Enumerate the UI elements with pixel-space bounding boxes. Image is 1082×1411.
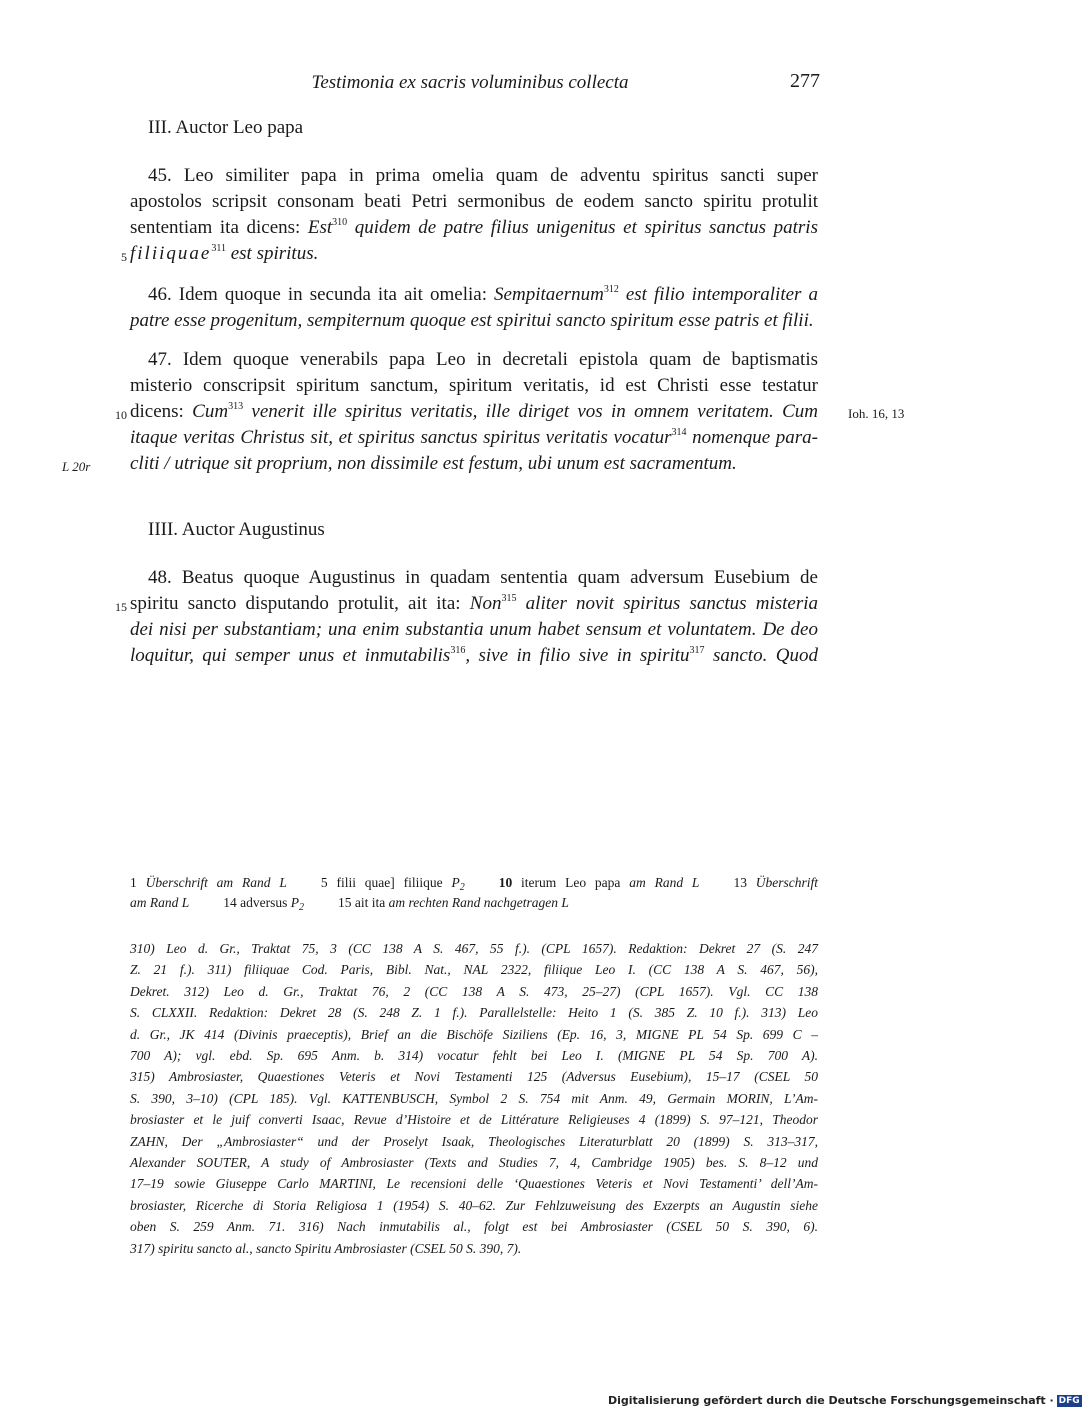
- footnote-ref: 316: [450, 645, 466, 656]
- line-number: 10: [115, 408, 127, 422]
- footnote-ref: 313: [228, 401, 244, 412]
- margin-reference: Ioh. 16, 13: [848, 406, 905, 421]
- text-line: filiiquae$^{311}$ est spiritus.: [130, 243, 319, 264]
- note-line: 315) Ambrosiaster, Quaestiones Veteris et Novi Testamenti 125 (Adversus Eusebium), 15–17 (CSEL 50: [130, 1069, 818, 1084]
- note-line: oben S. 259 Anm. 71. 316) Nach inmutabilis al., folgt est bei Ambrosiaster (CSEL 50 S. 390, 6).: [130, 1219, 818, 1234]
- text-line: 48. Beatus quoque Augustinus in quadam sententia quam adversum Eusebium de: [148, 567, 818, 588]
- note-line: 700 A); vgl. ebd. Sp. 695 Anm. b. 314) vocatur fehlt bei Leo I. (MIGNE PL 54 Sp. 700 A).: [130, 1048, 818, 1063]
- text-line: 46. Idem quoque in secunda ita ait omelia: Sempitaernum$^{312}$ est filio intemporaliter a: [148, 284, 818, 305]
- line-number: 5: [121, 250, 127, 264]
- footnote-ref: 315: [501, 593, 517, 604]
- text-line: misterio conscripsit spiritum sanctum, spiritum veritatis, id est Christi esse testatur: [130, 375, 818, 396]
- note-line: S. CLXXII. Redaktion: Dekret 28 (S. 248 Z. 1 f.). Parallelstelle: Heito 1 (S. 385 Z. 10 f.). 313) Leo: [130, 1005, 818, 1020]
- text-line: spiritu sancto disputando protulit, ait ita: Non$^{315}$ aliter novit spiritus sanctus misteria: [130, 593, 819, 614]
- text-line: dicens: Cum$^{313}$ venerit ille spiritus veritatis, ille diriget vos in omnem veritatem. Cum: [130, 401, 818, 422]
- footnote-ref: 317: [689, 645, 705, 656]
- digitization-credit: Digitalisierung gefördert durch die Deutsche Forschungsgemeinschaft · DFG: [608, 1394, 1080, 1407]
- running-title: Testimonia ex sacris voluminibus collecta: [311, 72, 629, 93]
- text-line: 47. Idem quoque venerabils papa Leo in decretali epistola quam de baptismatis: [148, 349, 818, 370]
- text-line: itaque veritas Christus sit, et spiritus sanctus spiritus veritatis vocatur$^{314}$ nomenque para-: [130, 427, 819, 448]
- apparatus-line: 1 Überschrift am Rand L 5 filii quae] filiique $P_2$ 10 iterum Leo papa am Rand L 13 Überschrift: [130, 875, 819, 893]
- note-line: Alexander SOUTER, A study of Ambrosiaster (Texts and Studies 7, 4, Cambridge 1905) bes. S. 8–12 und: [130, 1155, 818, 1170]
- section-heading-augustinus: IIII. Auctor Augustinus: [148, 519, 325, 540]
- note-line: d. Gr., JK 414 (Divinis praeceptis), Brief an die Bischöfe Siziliens (Ep. 16, 3, MIGNE PL 54 Sp. 699 C –: [130, 1027, 818, 1042]
- text-line: loquitur, qui semper unus et inmutabilis$^{316}$, sive in filio sive in spiritu$^{317}$ sancto. Quod: [130, 645, 818, 666]
- note-line: brosiaster et le juif converti Isaac, Revue d’Histoire et de Littérature Religieuses 4 (1899) S. 97–121, Theodor: [130, 1112, 818, 1127]
- note-line: Z. 21 f.). 311) filiiquae Cod. Paris, Bibl. Nat., NAL 2322, filiique Leo I. (CC 138 A S. 467, 56),: [130, 962, 818, 977]
- dfg-logo-icon: DFG: [1058, 1396, 1080, 1406]
- section-heading-leo: III. Auctor Leo papa: [148, 117, 304, 138]
- page-number: 277: [790, 70, 820, 92]
- line-number: 15: [115, 600, 127, 614]
- note-line: 17–19 sowie Giuseppe Carlo MARTINI, Le recensioni delle ‘Quaestiones Veteris et Novi Testamenti’ dell’Am-: [130, 1176, 818, 1191]
- text-line: 45. Leo similiter papa in prima omelia quam de adventu spiritus sancti super: [148, 165, 818, 186]
- text-line: dei nisi per substantiam; una enim substantia unum habet sensum et voluntatem. De deo: [130, 619, 818, 640]
- footnote-ref: 310: [332, 217, 348, 228]
- note-line: brosiaster, Ricerche di Storia Religiosa 1 (1954) S. 40–62. Zur Fehlzuweisung des Exzerpts an Augustin siehe: [130, 1198, 818, 1213]
- footnote-ref: 314: [671, 427, 687, 438]
- note-line: 310) Leo d. Gr., Traktat 75, 3 (CC 138 A S. 467, 55 f.). (CPL 1657). Redaktion: Dekret 27 (S. 247: [130, 941, 818, 956]
- text-line: cliti / utrique sit proprium, non dissimile est festum, ubi unum est sacramentum.: [130, 453, 737, 474]
- note-line: 317) spiritu sancto al., sancto Spiritu Ambrosiaster (CSEL 50 S. 390, 7).: [130, 1241, 522, 1256]
- note-line: S. 390, 3–10) (CPL 185). Vgl. KATTENBUSCH, Symbol 2 S. 754 mit Anm. 49, Germain MORIN, L’Am-: [130, 1091, 818, 1106]
- footnote-ref: 311: [211, 243, 226, 254]
- margin-sigle: L 20r: [62, 459, 91, 474]
- note-line: ZAHN, Der „Ambrosiaster“ und der Proselyt Isaak, Theologisches Literaturblatt 20 (1899) S. 313–317,: [130, 1134, 818, 1149]
- apparatus-line: am Rand L 14 adversus $P_2$ 15 ait ita am rechten Rand nachgetragen L: [130, 895, 569, 913]
- text-line: sententiam ita dicens: Est$^{310}$ quidem de patre filius unigenitus et spiritus sanctus patris: [130, 217, 818, 238]
- note-line: Dekret. 312) Leo d. Gr., Traktat 76, 2 (CC 138 A S. 473, 25–27) (CPL 1657). Vgl. CC 138: [130, 984, 818, 999]
- text-line: apostolos scripsit consonam beati Petri sermonibus de eodem sancto spiritu protulit: [130, 191, 818, 212]
- text-line: patre esse progenitum, sempiternum quoque est spiritui sancto spiritum esse patris et filii.: [130, 310, 814, 331]
- footnote-ref: 312: [603, 284, 619, 295]
